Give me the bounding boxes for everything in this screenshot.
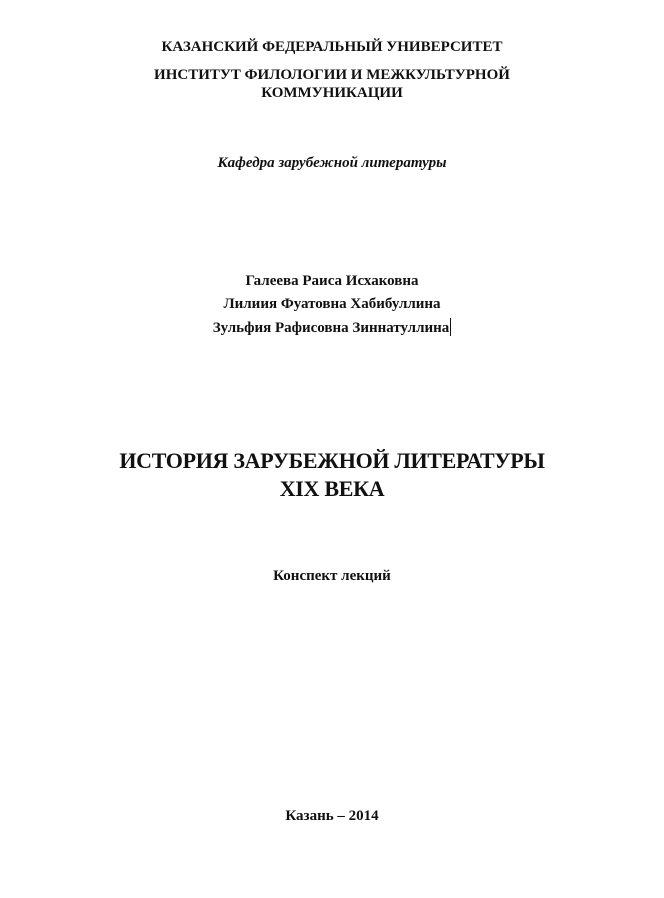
author-1: Галеева Раиса Исхаковна	[245, 273, 419, 289]
author-3-line	[0, 318, 664, 337]
university-name: КАЗАНСКИЙ ФЕДЕРАЛЬНЫЙ УНИВЕРСИТЕТ	[161, 39, 503, 55]
author-2: Лилиия Фуатовна Хабибуллина	[223, 296, 441, 312]
book-title-line-2: XIX ВЕКА	[279, 476, 385, 501]
author-3: Зульфия Рафисовна Зиннатуллина	[212, 320, 450, 336]
department-name: Кафедра зарубежной литературы	[217, 155, 447, 171]
book-title-line-1: ИСТОРИЯ ЗАРУБЕЖНОЙ ЛИТЕРАТУРЫ	[119, 448, 545, 473]
book-subtitle: Конспект лекций	[273, 568, 391, 584]
institute-name-line-2: КОММУНИКАЦИИ	[261, 85, 403, 101]
institute-name-line-1: ИНСТИТУТ ФИЛОЛОГИИ И МЕЖКУЛЬТУРНОЙ	[154, 67, 510, 83]
text-cursor	[450, 318, 451, 336]
city-year: Казань – 2014	[285, 808, 379, 824]
